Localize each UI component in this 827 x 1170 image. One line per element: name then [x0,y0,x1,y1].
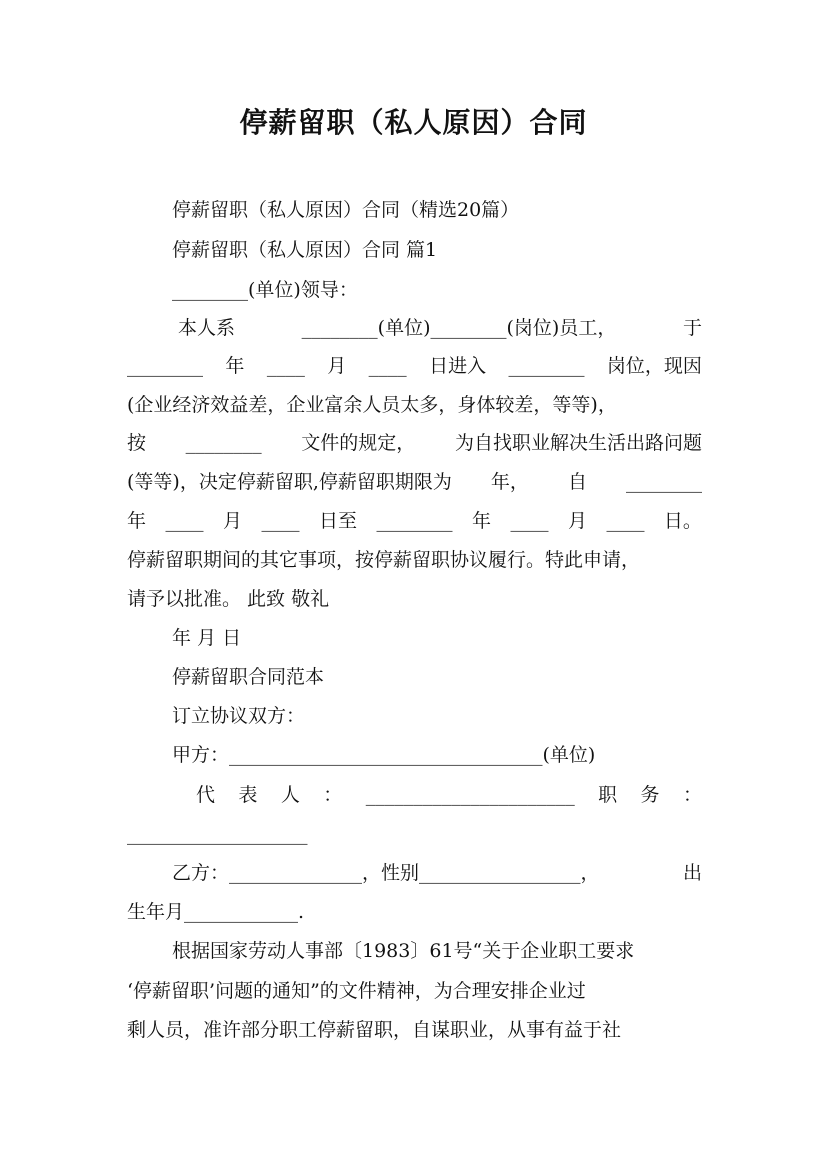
blank-field: ____ [165,510,204,532]
text-segment: 日。 [663,510,702,532]
parties-heading: 订立协议双方： [172,705,306,727]
text-segment: ： [323,784,343,806]
text-segment: 自 [567,471,587,493]
blank-field: ____ [368,355,407,377]
paragraph-1-line-8: 请予以批准。 此致 敬礼 [127,588,330,610]
party-b-line-1 [172,859,702,887]
blank-field: ________ [185,432,262,454]
text-segment: 年 [225,355,245,377]
representative-line-1 [196,781,702,809]
paragraph-1-line-3: (企业经济效益差，企业富余人员太多，身体较差，等等)， [127,394,617,416]
section-heading: 停薪留职（私人原因）合同 篇1 [172,239,438,261]
text-segment: 为自找职业解决生活出路问题 [454,432,702,454]
text-segment: ________(单位)________(岗位)员工， [301,317,617,339]
date-line: 年 月 日 [172,627,242,649]
text-segment: 年 [127,510,147,532]
blank-field: ____ [266,355,305,377]
text-segment: 人 [280,784,300,806]
representative-line-2: ___________________ [127,823,308,845]
text-segment: 本人系 [178,317,236,339]
paragraph-1-line-7: 停薪留职期间的其它事项，按停薪留职协议履行。特此申请， [127,549,641,571]
text-segment: (等等)，决定停薪留职,停薪留职期限为 [127,471,452,493]
addressee-line: ________(单位)领导： [172,279,358,301]
text-segment: 日至 [318,510,357,532]
text-segment: 月 [567,510,587,532]
text-segment: 代 [196,784,216,806]
document-title: 停薪留职（私人原因）合同 [239,106,588,139]
text-segment: 表 [238,784,258,806]
paragraph-1-line-1 [178,314,702,342]
blank-field: ________ [508,355,585,377]
text-segment: 务 [640,784,660,806]
text-segment: ： [682,784,702,806]
blank-field: ____ [261,510,300,532]
text-segment: 出 [682,862,702,884]
text-segment: 月 [222,510,242,532]
text-segment: 月 [327,355,347,377]
blank-field: ________ [376,510,453,532]
text-segment: 岗位，现因 [606,355,702,377]
text-segment: 于 [682,317,702,339]
paragraph-1-line-4 [127,429,702,457]
blank-field: ____ [510,510,549,532]
blank-field: ______________________ [365,784,575,806]
paragraph-2-line-2: ‘停薪留职’问题的通知”的文件精神，为合理安排企业过 [127,980,586,1002]
blank-field: ________ [127,355,203,377]
paragraph-2-line-3: 剩人员，准许部分职工停薪留职，自谋职业，从事有益于社 [127,1019,622,1041]
text-segment: 年 [471,510,491,532]
text-segment: 年， [490,471,529,493]
party-b-line-2: 生年月____________. [127,901,305,923]
text-segment: 日进入 [429,355,487,377]
paragraph-2-line-1: 根据国家劳动人事部〔1983〕61号“关于企业职工要求 [172,940,635,962]
text-segment: 乙方：______________，性别_________________， [172,862,600,884]
party-a-line: 甲方：_________________________________(单位) [172,744,596,766]
text-segment: 按 [127,432,147,454]
paragraph-1-line-6 [127,507,702,535]
template-heading: 停薪留职合同范本 [172,666,325,688]
blank-field: ________ [626,471,702,493]
paragraph-1-line-2 [127,352,702,380]
blank-field: ____ [606,510,645,532]
text-segment: 文件的规定， [301,432,416,454]
text-segment: 职 [598,784,618,806]
paragraph-1-line-5 [127,468,702,496]
document-subtitle: 停薪留职（私人原因）合同（精选20篇） [172,199,520,221]
